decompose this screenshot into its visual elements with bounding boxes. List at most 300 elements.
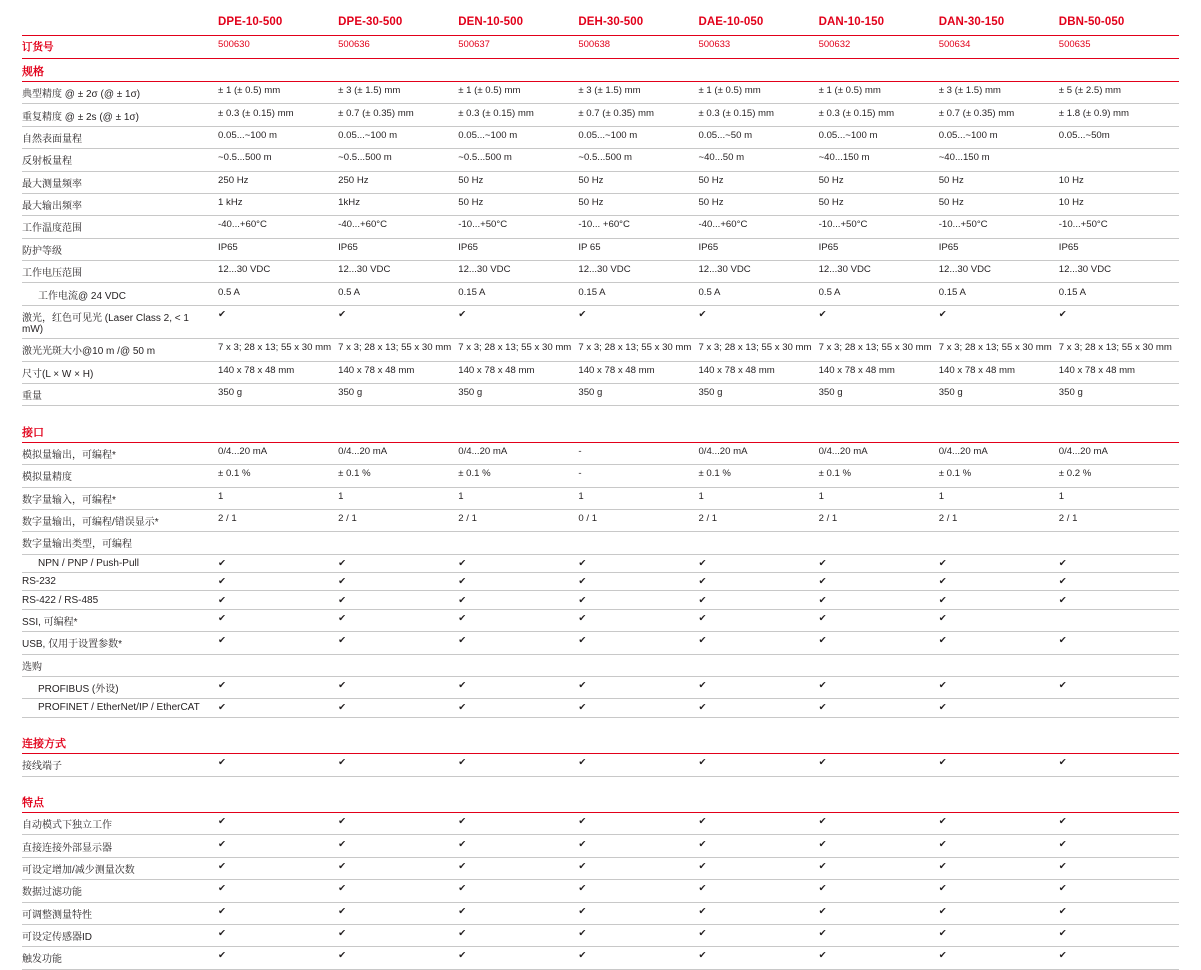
order-number-label: 订货号: [22, 41, 54, 53]
row-label: 最大输出频率: [22, 201, 82, 213]
row-value-4: 140 x 78 x 48 mm: [578, 364, 655, 376]
row-value-2: ✔: [338, 612, 347, 624]
row-label: 数字量输入，可编程*: [22, 494, 116, 506]
row-value-8: [1059, 532, 1179, 554]
row-value-8: 140 x 78 x 48 mm: [1058, 364, 1136, 376]
row-value-3: 0.05...~100 m: [458, 129, 518, 141]
row-value-4: [578, 654, 698, 676]
row-value-2: ✔: [338, 557, 347, 569]
row-label: 数字量输出类型，可编程: [22, 539, 132, 551]
row-value-7: ✔: [938, 576, 947, 588]
row-label: 激光光斑大小@10 m /@ 50 m: [22, 346, 156, 358]
row-value-2: [338, 532, 458, 554]
row-value-7: 1: [938, 490, 945, 502]
row-label: 数字量输出，可编程/错误显示*: [22, 517, 159, 529]
row-value-5: ✔: [698, 905, 707, 917]
row-value-5: ± 0.3 (± 0.15) mm: [698, 107, 775, 119]
row-value-4: ✔: [578, 635, 587, 647]
section-heading-row: [22, 413, 1179, 442]
row-value-4: ~0.5...500 m: [578, 152, 632, 164]
row-value-5: 50 Hz: [698, 174, 724, 186]
row-label: 典型精度 @ ± 2σ (@ ± 1σ): [22, 89, 141, 101]
row-value-2: 1kHz: [338, 197, 360, 209]
section-title: 连接方式: [22, 738, 66, 751]
row-value-8: ✔: [1058, 860, 1067, 872]
row-value-7: 50 Hz: [938, 174, 964, 186]
row-value-3: ✔: [458, 680, 467, 692]
table-row: [22, 699, 1179, 717]
row-label: 重量: [22, 391, 42, 403]
row-value-7: [939, 532, 1059, 554]
row-value-8: 0.05...~50m: [1058, 129, 1110, 141]
row-label: 尺寸(L × W × H): [22, 368, 94, 380]
row-value-7: 140 x 78 x 48 mm: [938, 364, 1015, 376]
row-value-8: ✔: [1058, 557, 1067, 569]
table-row: [22, 532, 1179, 554]
row-value-2: ✔: [338, 594, 347, 606]
table-row: [22, 813, 1179, 835]
row-value-1: 0.05...~100 m: [218, 129, 277, 141]
row-value-2: ± 0.1 %: [338, 468, 371, 480]
row-value-4: 0 / 1: [578, 513, 598, 525]
row-value-1: 7 x 3; 28 x 13; 55 x 30 mm: [218, 342, 332, 354]
row-value-6: 2 / 1: [818, 513, 838, 525]
row-value-7: ✔: [938, 950, 947, 962]
row-value-6: ✔: [818, 594, 827, 606]
table-row: [22, 126, 1179, 148]
row-value-5: ✔: [698, 816, 707, 828]
row-value-5: ✔: [698, 635, 707, 647]
row-value-4: ✔: [578, 905, 587, 917]
row-value-8: 12...30 VDC: [1058, 264, 1112, 276]
row-value-3: 0.15 A: [458, 286, 486, 298]
row-value-4: ✔: [578, 757, 587, 769]
row-value-5: 12...30 VDC: [698, 264, 751, 276]
order-number-3: 500637: [458, 39, 490, 50]
row-value-5: ✔: [698, 883, 707, 895]
row-value-5: ± 1 (± 0.5) mm: [698, 85, 761, 97]
row-value-4: ± 3 (± 1.5) mm: [578, 85, 641, 97]
table-row: [22, 104, 1179, 126]
row-value-5: 350 g: [698, 387, 723, 399]
row-value-5: ✔: [698, 757, 707, 769]
row-value-5: -40...+60°C: [698, 219, 748, 231]
row-label: 自动模式下独立工作: [22, 820, 112, 832]
row-label: 模拟量精度: [22, 472, 72, 484]
row-value-2: 2 / 1: [338, 513, 357, 525]
row-value-5: 7 x 3; 28 x 13; 55 x 30 mm: [698, 342, 812, 354]
row-label: 选购: [22, 661, 42, 673]
row-value-6: ✔: [818, 928, 827, 940]
row-value-2: 140 x 78 x 48 mm: [338, 364, 415, 376]
row-value-8: ✔: [1058, 928, 1067, 940]
spacer-row: [22, 776, 1179, 783]
divider-grey: [22, 969, 1179, 970]
row-value-4: 12...30 VDC: [578, 264, 631, 276]
row-value-2: ✔: [338, 838, 347, 850]
row-value-1: 1 kHz: [218, 197, 243, 209]
row-value-2: IP65: [338, 241, 358, 253]
row-value-4: ✔: [578, 928, 587, 940]
row-label: 激光，红色可见光 (Laser Class 2, < 1 mW): [22, 312, 189, 335]
row-value-2: ✔: [338, 757, 347, 769]
row-value-2: [338, 654, 458, 676]
row-value-7: 2 / 1: [938, 513, 958, 525]
row-value-4: ✔: [578, 860, 587, 872]
row-value-4: -: [578, 445, 582, 457]
row-value-6: ✔: [818, 612, 827, 624]
row-value-7: ✔: [938, 757, 947, 769]
row-label: 数据过滤功能: [22, 887, 82, 899]
row-value-6: ✔: [818, 883, 827, 895]
row-value-8: 7 x 3; 28 x 13; 55 x 30 mm: [1058, 342, 1172, 354]
table-row: [22, 305, 1179, 338]
row-value-3: [458, 532, 578, 554]
column-header-7: DAN-30-150: [938, 16, 1005, 28]
row-value-2: ✔: [338, 950, 347, 962]
row-value-4: ✔: [578, 576, 587, 588]
row-value-8: ✔: [1058, 838, 1067, 850]
row-value-8: ✔: [1058, 757, 1067, 769]
row-value-3: 0/4...20 mA: [458, 445, 508, 457]
row-value-6: ✔: [818, 838, 827, 850]
row-value-5: ✔: [698, 308, 707, 320]
row-value-4: [578, 532, 698, 554]
row-value-7: ✔: [938, 612, 947, 624]
row-value-2: 12...30 VDC: [338, 264, 391, 276]
row-label: 最大测量频率: [22, 178, 82, 190]
row-value-8: 10 Hz: [1058, 174, 1084, 186]
row-label: RS-422 / RS-485: [22, 594, 99, 606]
row-value-7: ± 3 (± 1.5) mm: [938, 85, 1001, 97]
row-value-6: ~40...150 m: [818, 152, 870, 164]
row-value-3: ✔: [458, 594, 467, 606]
row-value-3: IP65: [458, 241, 478, 253]
row-value-7: ✔: [938, 680, 947, 692]
row-value-6: [819, 654, 939, 676]
row-value-2: 0.5 A: [338, 286, 361, 298]
row-value-4: ✔: [578, 308, 587, 320]
row-value-8: ± 0.2 %: [1058, 468, 1092, 480]
row-value-3: [458, 654, 578, 676]
row-value-3: 50 Hz: [458, 197, 484, 209]
row-value-1: 250 Hz: [218, 174, 249, 186]
table-row: [22, 573, 1179, 591]
row-value-1: ✔: [218, 950, 227, 962]
row-value-2: ✔: [338, 308, 347, 320]
row-value-3: ± 1 (± 0.5) mm: [458, 85, 521, 97]
row-label: 工作温度范围: [22, 223, 82, 235]
section-title: 接口: [22, 426, 44, 439]
row-value-6: ± 0.1 %: [818, 468, 852, 480]
table-row: [22, 339, 1179, 361]
row-value-2: ✔: [338, 702, 347, 714]
row-value-4: ✔: [578, 680, 587, 692]
row-value-3: ✔: [458, 883, 467, 895]
table-row: [22, 924, 1179, 946]
order-number-2: 500636: [338, 39, 370, 50]
row-value-3: 50 Hz: [458, 174, 484, 186]
row-value-2: ✔: [338, 576, 347, 588]
row-value-3: ~0.5...500 m: [458, 152, 512, 164]
row-value-5: ✔: [698, 702, 707, 714]
table-row: [22, 442, 1179, 464]
row-value-5: 50 Hz: [698, 197, 724, 209]
table-row: [22, 149, 1179, 171]
order-number-4: 500638: [578, 39, 611, 50]
row-label: 可调整测量特性: [22, 909, 92, 921]
row-value-6: ✔: [818, 557, 827, 569]
table-row: [22, 754, 1179, 776]
row-value-1: ✔: [218, 557, 227, 569]
row-value-1: ± 0.1 %: [218, 468, 251, 480]
row-value-7: ± 0.1 %: [938, 468, 972, 480]
row-value-6: 350 g: [818, 387, 843, 399]
row-value-4: ± 0.7 (± 0.35) mm: [578, 107, 654, 119]
row-value-5: ✔: [698, 860, 707, 872]
row-value-3: 2 / 1: [458, 513, 477, 525]
order-number-1: 500630: [218, 39, 250, 50]
row-value-3: ✔: [458, 702, 467, 714]
table-row: [22, 261, 1179, 283]
table-row: [22, 880, 1179, 902]
table-row: [22, 383, 1179, 405]
row-value-5: ✔: [698, 612, 707, 624]
row-value-2: ± 0.7 (± 0.35) mm: [338, 107, 414, 119]
row-value-5: 2 / 1: [698, 513, 718, 525]
row-value-7: ✔: [938, 883, 947, 895]
row-value-3: 140 x 78 x 48 mm: [458, 364, 535, 376]
table-row: [22, 554, 1179, 572]
row-label: SSI, 可编程*: [22, 616, 78, 628]
row-value-7: IP65: [938, 241, 959, 253]
row-value-7: 0.15 A: [938, 286, 966, 298]
row-value-1: ✔: [218, 757, 227, 769]
row-value-2: 0.05...~100 m: [338, 129, 398, 141]
row-value-7: 7 x 3; 28 x 13; 55 x 30 mm: [938, 342, 1052, 354]
row-value-1: ± 1 (± 0.5) mm: [218, 85, 281, 97]
row-value-2: 350 g: [338, 387, 363, 399]
column-header-2: DPE-30-500: [338, 16, 403, 28]
row-value-6: 0.5 A: [818, 286, 841, 298]
table-row: [22, 654, 1179, 676]
row-value-7: ~40...150 m: [938, 152, 990, 164]
table-row: [22, 857, 1179, 879]
row-value-6: 0/4...20 mA: [818, 445, 868, 457]
row-value-6: 50 Hz: [818, 174, 844, 186]
row-value-7: ✔: [938, 702, 947, 714]
row-label: NPN / PNP / Push-Pull: [38, 557, 139, 569]
row-value-8: 350 g: [1058, 387, 1083, 399]
row-label: 模拟量输出，可编程*: [22, 449, 116, 461]
row-value-7: 12...30 VDC: [938, 264, 991, 276]
row-value-6: 12...30 VDC: [818, 264, 871, 276]
row-value-3: ✔: [458, 557, 467, 569]
row-value-3: ± 0.3 (± 0.15) mm: [458, 107, 534, 119]
row-value-1: ✔: [218, 594, 227, 606]
section-title: 特点: [22, 797, 44, 809]
row-value-3: 1: [458, 490, 464, 502]
row-label: 防护等级: [22, 245, 62, 257]
table-row: [22, 216, 1179, 238]
row-value-6: 1: [818, 490, 824, 502]
row-value-6: IP65: [818, 241, 839, 253]
row-value-4: 1: [578, 490, 584, 502]
row-value-6: ✔: [818, 860, 827, 872]
row-value-5: 1: [698, 490, 704, 502]
row-value-7: ✔: [938, 635, 947, 647]
row-value-6: ± 0.3 (± 0.15) mm: [818, 107, 895, 119]
row-value-4: ✔: [578, 883, 587, 895]
row-value-1: ✔: [218, 883, 227, 895]
row-value-8: [1059, 699, 1179, 717]
row-value-4: 0.05...~100 m: [578, 129, 638, 141]
order-number-7: 500634: [938, 39, 971, 50]
row-value-5: ✔: [698, 838, 707, 850]
row-value-3: ✔: [458, 576, 467, 588]
row-label: 工作电压范围: [22, 268, 82, 280]
row-label: 自然表面量程: [22, 133, 82, 145]
row-value-1: 140 x 78 x 48 mm: [218, 364, 295, 376]
row-value-7: 0.05...~100 m: [938, 129, 998, 141]
table-row: [22, 193, 1179, 215]
row-value-1: IP65: [218, 241, 238, 253]
row-value-4: 0.15 A: [578, 286, 606, 298]
spacer-row: [22, 717, 1179, 724]
row-value-8: ± 5 (± 2.5) mm: [1058, 85, 1122, 97]
row-label: 可设定传感器ID: [22, 932, 92, 944]
row-value-1: 0/4...20 mA: [218, 445, 268, 457]
row-value-8: ✔: [1058, 594, 1067, 606]
row-label: 工作电流@ 24 VDC: [38, 290, 126, 302]
row-value-5: ✔: [698, 557, 707, 569]
row-value-3: 7 x 3; 28 x 13; 55 x 30 mm: [458, 342, 572, 354]
row-value-6: 140 x 78 x 48 mm: [818, 364, 895, 376]
row-value-2: ~0.5...500 m: [338, 152, 392, 164]
row-value-3: ✔: [458, 860, 467, 872]
row-value-8: 1: [1058, 490, 1065, 502]
row-value-2: ✔: [338, 905, 347, 917]
row-value-2: -40...+60°C: [338, 219, 388, 231]
table-row: [22, 632, 1179, 654]
row-value-5: 0.5 A: [698, 286, 721, 298]
order-number-5: 500633: [698, 39, 731, 50]
row-value-3: ✔: [458, 308, 467, 320]
row-value-6: 50 Hz: [818, 197, 844, 209]
table-row: [22, 947, 1179, 969]
row-value-8: ✔: [1058, 680, 1067, 692]
spacer-cell: [22, 406, 1179, 413]
row-value-1: -40...+60°C: [218, 219, 267, 231]
row-value-2: ✔: [338, 928, 347, 940]
spacer-cell: [22, 776, 1179, 783]
row-value-8: 2 / 1: [1058, 513, 1078, 525]
row-value-6: 7 x 3; 28 x 13; 55 x 30 mm: [818, 342, 932, 354]
row-value-3: ✔: [458, 838, 467, 850]
table-row: [22, 283, 1179, 305]
row-value-7: ✔: [938, 557, 947, 569]
row-value-5: [698, 532, 818, 554]
row-value-7: ✔: [938, 838, 947, 850]
row-value-1: [218, 654, 338, 676]
row-value-8: ✔: [1058, 308, 1067, 320]
row-value-3: ✔: [458, 816, 467, 828]
row-value-3: -10...+50°C: [458, 219, 508, 231]
row-value-7: -10...+50°C: [938, 219, 988, 231]
row-value-1: ✔: [218, 838, 227, 850]
row-value-2: ✔: [338, 883, 347, 895]
row-value-5: ± 0.1 %: [698, 468, 731, 480]
row-value-6: 0.05...~100 m: [818, 129, 878, 141]
row-label: 接线端子: [22, 761, 62, 773]
row-value-8: 0.15 A: [1058, 286, 1087, 298]
row-value-7: ✔: [938, 308, 947, 320]
row-value-7: ✔: [938, 860, 947, 872]
row-value-4: ✔: [578, 612, 587, 624]
row-value-6: ✔: [818, 308, 827, 320]
row-label: 可设定增加/减少测量次数: [22, 864, 135, 876]
row-value-2: 250 Hz: [338, 174, 369, 186]
row-value-8: ✔: [1058, 883, 1067, 895]
row-value-1: ✔: [218, 635, 227, 647]
row-label: 反射板量程: [22, 156, 72, 168]
row-value-5: ✔: [698, 950, 707, 962]
divider-line: [22, 969, 1179, 970]
row-value-3: ± 0.1 %: [458, 468, 491, 480]
row-value-5: ✔: [698, 680, 707, 692]
row-value-3: 350 g: [458, 387, 483, 399]
row-value-6: ✔: [818, 816, 827, 828]
row-value-4: ✔: [578, 702, 587, 714]
row-value-4: ✔: [578, 557, 587, 569]
spacer-row: [22, 406, 1179, 413]
column-header-3: DEN-10-500: [458, 16, 524, 28]
row-label: USB, 仅用于设置参数*: [22, 639, 123, 651]
row-value-5: 0.05...~50 m: [698, 129, 753, 141]
row-value-1: ✔: [218, 860, 227, 872]
table-row: [22, 835, 1179, 857]
row-value-1: ✔: [218, 928, 227, 940]
row-value-7: 350 g: [938, 387, 963, 399]
row-value-1: 1: [218, 490, 224, 502]
row-value-7: 0/4...20 mA: [938, 445, 988, 457]
order-number-8: 500635: [1058, 39, 1091, 50]
table-row: [22, 361, 1179, 383]
row-label: RS-232: [22, 576, 56, 588]
row-value-8: ± 1.8 (± 0.9) mm: [1058, 107, 1130, 119]
row-value-3: ✔: [458, 928, 467, 940]
row-value-1: ✔: [218, 905, 227, 917]
row-value-1: [218, 532, 338, 554]
row-value-8: ✔: [1058, 905, 1067, 917]
table-row: [22, 238, 1179, 260]
row-value-3: 12...30 VDC: [458, 264, 511, 276]
table-body: [22, 14, 1179, 969]
table-row: [22, 591, 1179, 609]
row-value-6: ✔: [818, 680, 827, 692]
row-value-4: 7 x 3; 28 x 13; 55 x 30 mm: [578, 342, 692, 354]
table-row: [22, 171, 1179, 193]
row-value-5: [698, 654, 818, 676]
row-label: 直接连接外部显示器: [22, 842, 112, 854]
row-value-8: ✔: [1058, 635, 1067, 647]
row-value-1: 12...30 VDC: [218, 264, 271, 276]
row-value-4: -: [578, 468, 582, 480]
table-row: [22, 465, 1179, 487]
row-value-8: 10 Hz: [1058, 197, 1084, 209]
row-value-4: IP 65: [578, 241, 601, 253]
column-header-4: DEH-30-500: [578, 16, 644, 28]
